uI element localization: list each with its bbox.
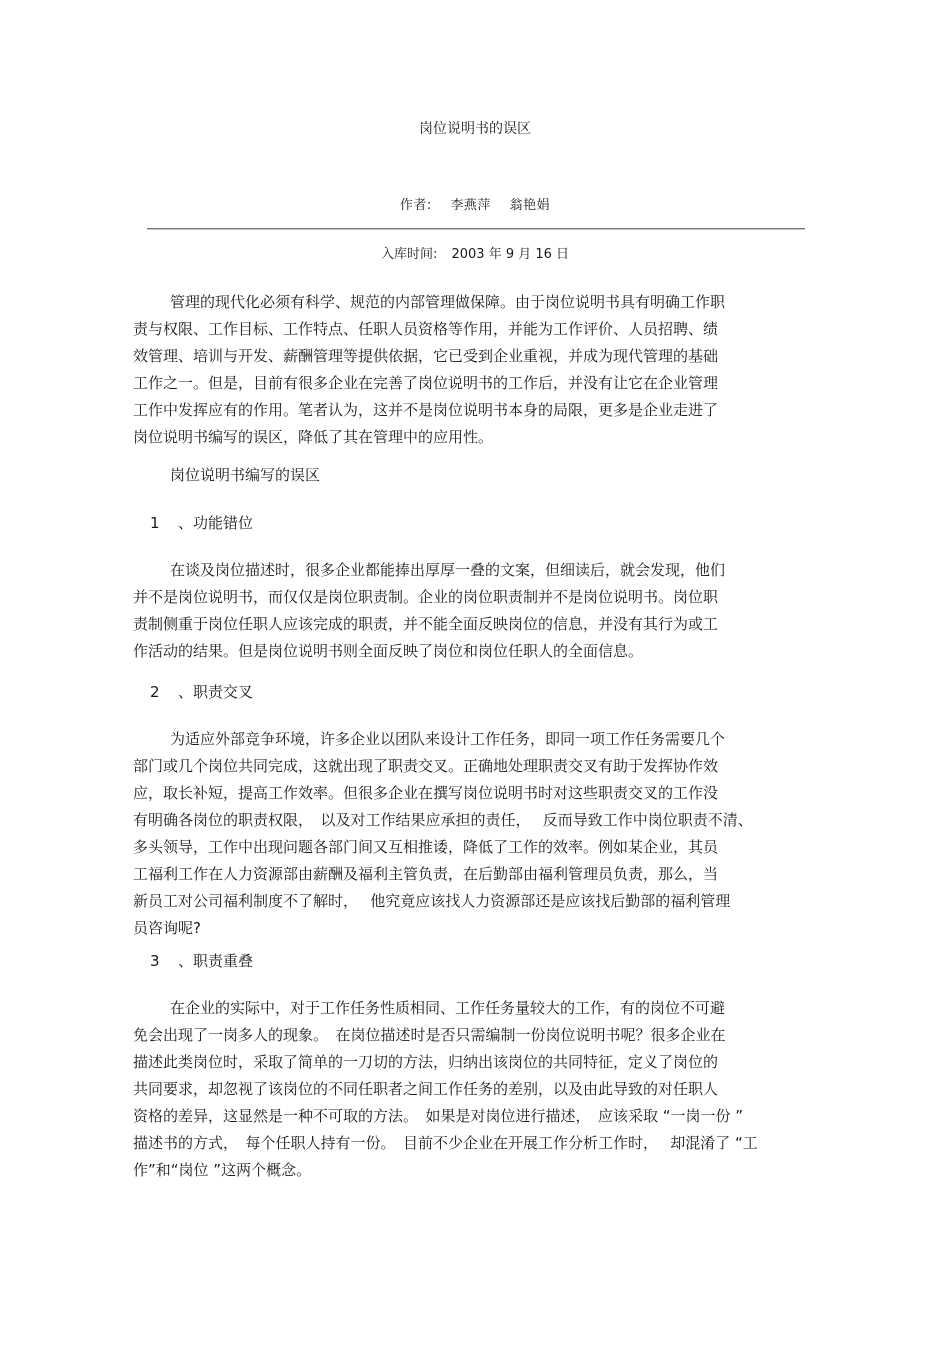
author-line	[0, 194, 950, 213]
archive-date-label: 入库时间:	[380, 247, 438, 262]
paragraph-line: 作”和“岗位 ”这两个概念。	[133, 1161, 312, 1179]
paragraph-line: 部门或几个岗位共同完成，这就出现了职责交叉。正确地处理职责交叉有助于发挥协作效	[133, 757, 719, 775]
section-2-paragraph	[133, 726, 753, 942]
section-2-title: 、职责交叉	[178, 683, 254, 701]
author-name: 李燕萍	[450, 198, 491, 213]
paragraph-line: 工福利工作在人力资源部由薪酬及福利主管负责，在后勤部由福利管理员负责，那么，当	[133, 865, 719, 883]
header-divider	[147, 228, 805, 230]
section-1-paragraph	[133, 557, 725, 665]
paragraph-line: 工作之一。但是，目前有很多企业在完善了岗位说明书的工作后，并没有让它在企业管理	[133, 374, 719, 392]
section-3-number: 3	[150, 952, 160, 970]
section-1-number: 1	[150, 514, 160, 532]
section-3-paragraph	[133, 995, 758, 1184]
paragraph-line: 免会出现了一岗多人的现象。 在岗位描述时是否只需编制一份岗位说明书呢？很多企业在	[133, 1026, 726, 1044]
author-label: 作者:	[399, 198, 432, 213]
section-1-title: 、功能错位	[178, 514, 254, 532]
paragraph-line: 描述此类岗位时，采取了简单的一刀切的方法，归纳出该岗位的共同特征，定义了岗位的	[133, 1053, 719, 1071]
section-3-title: 、职责重叠	[178, 952, 254, 970]
section-2-number: 2	[150, 683, 160, 701]
section-heading: 岗位说明书编写的误区	[170, 466, 321, 484]
paragraph-line: 管理的现代化必须有科学、规范的内部管理做保障。由于岗位说明书具有明确工作职	[170, 293, 726, 311]
paragraph-line: 多头领导，工作中出现问题各部门间又互相推诿，降低了工作的效率。例如某企业，其员	[133, 838, 719, 856]
paragraph-line: 为适应外部竞争环境，许多企业以团队来设计工作任务，即同一项工作任务需要几个	[170, 730, 726, 748]
paragraph-line: 有明确各岗位的职责权限， 以及对工作结果应承担的责任， 反而导致工作中岗位职责不清、	[133, 811, 753, 829]
archive-date-value: 2003 年 9 月 16 日	[451, 247, 570, 262]
paragraph-line: 新员工对公司福利制度不了解时， 他究竟应该找人力资源部还是应该找后勤部的福利管理	[133, 892, 731, 910]
paragraph-line: 应，取长补短，提高工作效率。但很多企业在撰写岗位说明书时对这些职责交叉的工作没	[133, 784, 719, 802]
archive-date-line	[0, 243, 950, 262]
intro-paragraph	[133, 289, 725, 451]
paragraph-line: 资格的差异，这显然是一种不可取的方法。 如果是对岗位进行描述， 应该采取 “一岗一份 ”	[133, 1107, 744, 1125]
paragraph-line: 并不是岗位说明书，而仅仅是岗位职责制。企业的岗位职责制并不是岗位说明书。岗位职	[133, 588, 719, 606]
paragraph-line: 描述书的方式， 每个任职人持有一份。 目前不少企业在开展工作分析工作时， 却混淆了 “工	[133, 1134, 758, 1152]
paragraph-line: 工作中发挥应有的作用。笔者认为，这并不是岗位说明书本身的局限，更多是企业走进了	[133, 401, 719, 419]
paragraph-line: 责制侧重于岗位任职人应该完成的职责，并不能全面反映岗位的信息，并没有其行为或工	[133, 615, 719, 633]
paragraph-line: 在谈及岗位描述时，很多企业都能捧出厚厚一叠的文案，但细读后，就会发现，他们	[170, 561, 726, 579]
paragraph-line: 效管理、培训与开发、薪酬管理等提供依据，它已受到企业重视，并成为现代管理的基础	[133, 347, 719, 365]
paragraph-line: 共同要求，却忽视了该岗位的不同任职者之间工作任务的差别，以及由此导致的对任职人	[133, 1080, 719, 1098]
paragraph-line: 岗位说明书编写的误区，降低了其在管理中的应用性。	[133, 428, 494, 446]
document-title: 岗位说明书的误区	[419, 121, 531, 137]
paragraph-line: 作活动的结果。但是岗位说明书则全面反映了岗位和岗位任职人的全面信息。	[133, 642, 644, 660]
paragraph-line: 在企业的实际中，对于工作任务性质相同、工作任务量较大的工作，有的岗位不可避	[170, 999, 726, 1017]
author-name: 翁艳娟	[509, 198, 551, 213]
paragraph-line: 员咨询呢?	[133, 919, 201, 937]
paragraph-line: 责与权限、工作目标、工作特点、任职人员资格等作用，并能为工作评价、人员招聘、绩	[133, 320, 719, 338]
